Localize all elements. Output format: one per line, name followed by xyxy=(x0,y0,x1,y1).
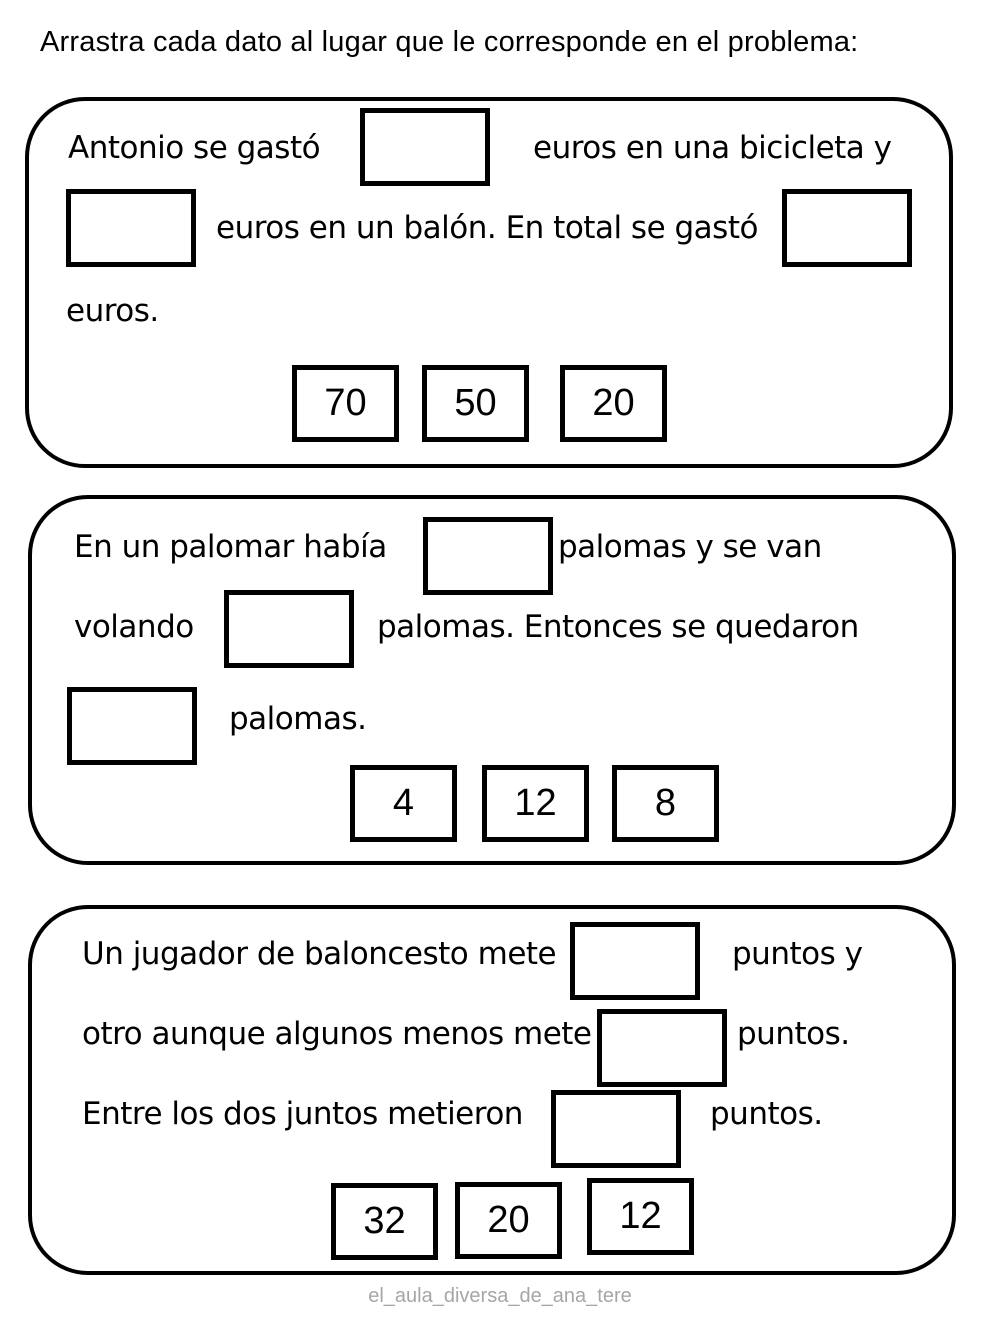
problem-2-text-1: En un palomar había xyxy=(74,529,387,565)
problem-3-text-6: puntos. xyxy=(710,1096,823,1132)
problem-1-text-3: euros en un balón. En total se gastó xyxy=(216,210,758,246)
problem-1-drop-slot-1[interactable] xyxy=(360,108,490,186)
problem-1-text-4: euros. xyxy=(66,293,159,329)
problem-3-answer-tile-3[interactable]: 12 xyxy=(587,1178,694,1255)
problem-2-answer-tile-2[interactable]: 12 xyxy=(482,765,589,842)
problem-3-drop-slot-1[interactable] xyxy=(570,922,700,1000)
problem-2-text-2: palomas y se van xyxy=(558,529,822,565)
problem-1-text-2: euros en una bicicleta y xyxy=(533,130,892,166)
problem-2-answer-tile-1[interactable]: 4 xyxy=(350,765,457,842)
problem-3-drop-slot-2[interactable] xyxy=(597,1009,727,1087)
problem-3-text-1: Un jugador de baloncesto mete xyxy=(82,936,557,972)
problem-3-text-5: Entre los dos juntos metieron xyxy=(82,1096,523,1132)
watermark-credit: el_aula_diversa_de_ana_tere xyxy=(368,1285,632,1307)
problem-3-text-4: puntos. xyxy=(737,1016,850,1052)
problem-1-drop-slot-2[interactable] xyxy=(66,189,196,267)
problem-3-answer-tile-1[interactable]: 32 xyxy=(331,1183,438,1260)
problem-1-answer-tile-1[interactable]: 70 xyxy=(292,365,399,442)
problem-3-answer-tile-2[interactable]: 20 xyxy=(455,1182,562,1259)
problem-1-answer-tile-3[interactable]: 20 xyxy=(560,365,667,442)
problem-3-text-3: otro aunque algunos menos mete xyxy=(82,1016,592,1052)
problem-2-text-3: volando xyxy=(74,609,194,645)
problem-3-text-2: puntos y xyxy=(732,936,863,972)
problem-2-drop-slot-1[interactable] xyxy=(423,517,553,595)
problem-2-answer-tile-3[interactable]: 8 xyxy=(612,765,719,842)
problem-1-answer-tile-2[interactable]: 50 xyxy=(422,365,529,442)
problem-1-drop-slot-3[interactable] xyxy=(782,189,912,267)
problem-1-text-1: Antonio se gastó xyxy=(68,130,321,166)
problem-2-text-4: palomas. Entonces se quedaron xyxy=(377,609,859,645)
problem-3-drop-slot-3[interactable] xyxy=(551,1090,681,1168)
instruction-text: Arrastra cada dato al lugar que le corresponde en el problema: xyxy=(40,26,859,58)
problem-2-drop-slot-3[interactable] xyxy=(67,687,197,765)
problem-2-drop-slot-2[interactable] xyxy=(224,590,354,668)
problem-2-text-5: palomas. xyxy=(229,701,367,737)
